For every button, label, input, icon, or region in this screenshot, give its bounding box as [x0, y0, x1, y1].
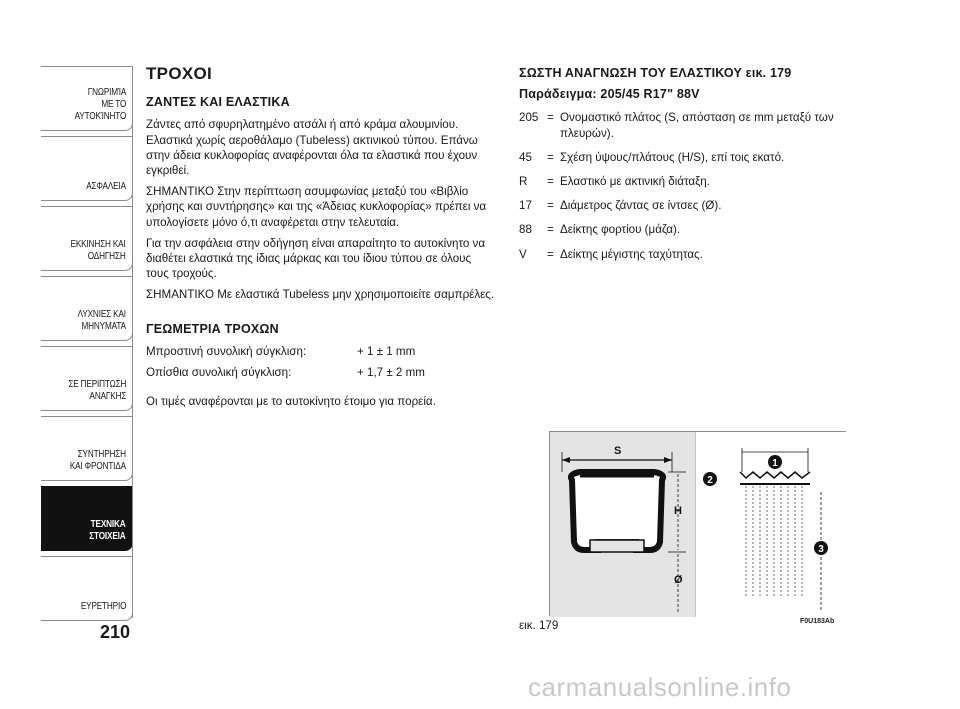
definition-row: [519, 198, 859, 213]
tab-warning-lights[interactable]: [41, 276, 133, 341]
tab-technical-data[interactable]: [41, 486, 133, 551]
paragraph: Οι τιμές αναφέρονται με το αυτοκίνητο έτοιμο για πορεία.: [146, 395, 436, 409]
tab-safety[interactable]: [41, 136, 133, 201]
tab-label: ΣΥΝΤΗΡΗΣΗ ΚΑΙ ΦΡΟΝΤΙΔΑ: [69, 448, 126, 472]
label-diameter: Ø: [674, 574, 683, 586]
definition-text: Δείκτης μέγιστης ταχύτητας.: [560, 247, 703, 261]
page-number: 210: [100, 622, 131, 642]
geometry-label: Μπροστινή συνολική σύγκλιση:: [146, 344, 307, 358]
definition-row: [519, 222, 859, 237]
paragraph: Ζάντες από σφυρηλατημένο ατσάλι ή από κράμα αλουμινίου. Ελαστικά χωρίς αεροθάλαμο (Tubeless) ακτινικού τύπου. Επάνω στην άδεια κυκλοφορίας αναφέρονται όλα τα ελαστικά που έχουν εγκριθεί.: [146, 118, 478, 178]
definition-row: [519, 174, 859, 189]
definition-key: 205: [519, 111, 539, 125]
tyre-diagram: [550, 432, 847, 617]
tyre-cross-section: [571, 472, 663, 552]
label-h: H: [674, 505, 682, 517]
geometry-label: Οπίσθια συνολική σύγκλιση:: [146, 366, 292, 380]
definition-text: Ελαστικό με ακτινική διάταξη.: [560, 175, 710, 189]
tab-label: ΑΣΦΑΛΕΙΑ: [86, 180, 126, 192]
callout-1-label: 1: [772, 458, 778, 469]
definition-text: Διάμετρος ζάντας σε ίντσες (Ø).: [560, 199, 722, 213]
callout-3-label: 3: [818, 544, 824, 555]
tab-label: ΓΝΩΡΙΜΊΑ ΜΕ ΤΟ ΑΥΤΟΚΊΝΗΤΟ: [74, 86, 126, 122]
tyre-diagram-figure: [549, 431, 846, 616]
callout-3: [814, 541, 828, 555]
definition-equals: =: [547, 175, 554, 189]
geometry-row: [146, 344, 496, 359]
definition-key: 88: [519, 223, 532, 237]
tab-label: ΣΕ ΠΕΡΙΠΤΩΣΗ ΑΝΑΓΚΗΣ: [68, 378, 126, 402]
page-title: ΤΡΟΧΟΙ: [146, 64, 213, 83]
definition-row: [519, 247, 859, 262]
callout-2-label: 2: [707, 475, 713, 486]
definition-equals: =: [547, 247, 554, 261]
paragraph: ΣΗΜΑΝΤΙΚΟ Με ελαστικά Tubeless μην χρησιμοποιείτε σαμπρέλες.: [146, 288, 495, 302]
label-s: S: [614, 445, 622, 457]
definition-key: V: [519, 247, 527, 261]
definition-equals: =: [547, 223, 554, 237]
definition-key: 17: [519, 199, 532, 213]
callout-2: [703, 472, 717, 486]
right-column: [519, 66, 859, 271]
paragraph: Για την ασφάλεια στην οδήγηση είναι απαραίτητο το αυτοκίνητο να διαθέτει ελαστικά της ίδιας μάρκας και του ίδιου τύπου σε όλους τους τροχούς.: [146, 236, 486, 281]
callout-1: [768, 455, 782, 469]
tab-maintenance[interactable]: [41, 416, 133, 481]
definition-key: 45: [519, 150, 532, 164]
geometry-value: + 1,7 ± 2 mm: [357, 366, 425, 380]
chapter-tabs: [41, 66, 133, 626]
section-heading-tyre-reading: ΣΩΣΤΗ ΑΝΑΓΝΩΣΗ ΤΟΥ ΕΛΑΣΤΙΚΟΥ εικ. 179: [519, 66, 792, 80]
definition-equals: =: [547, 111, 554, 125]
definition-text: Σχέση ύψους/πλάτους (H/S), επί τοις εκατό.: [560, 150, 785, 164]
tab-index[interactable]: [41, 556, 133, 621]
left-column: [146, 66, 496, 415]
tab-label: ΛΥΧΝΙΕΣ ΚΑΙ ΜΗΝΥΜΑΤΑ: [77, 308, 126, 332]
definition-text: Δείκτης φορτίου (μάζα).: [560, 223, 681, 237]
figure-code: F0U183Ab: [800, 618, 835, 625]
tab-emergency[interactable]: [41, 346, 133, 411]
figure-caption: εικ. 179: [519, 619, 559, 632]
tab-label: ΤΕΧΝΙΚΑ ΣΤΟΙΧΕΙΑ: [89, 518, 126, 542]
definition-row: [519, 150, 859, 165]
definition-equals: =: [547, 150, 554, 164]
definition-row: [519, 110, 859, 140]
definition-equals: =: [547, 199, 554, 213]
paragraph: ΣΗΜΑΝΤΙΚΟ Στην περίπτωση ασυμφωνίας μεταξύ του «Βιβλίο χρήσης και συντήρησης» και της «Άδειας κυκλοφορίας» πρέπει να υπολογίσετε μόνο ό,τι αναφέρεται στην τελευταία.: [146, 185, 487, 229]
tyre-example: Παράδειγμα: 205/45 R17" 88V: [519, 87, 700, 102]
tab-starting-driving[interactable]: [41, 206, 133, 271]
geometry-row: [146, 365, 496, 380]
definition-text: Ονομαστικό πλάτος (S, απόσταση σε mm μεταξύ των πλευρών).: [560, 111, 834, 140]
section-heading-wheel-geometry: ΓΕΩΜΕΤΡΙΑ ΤΡΟΧΩΝ: [146, 321, 279, 336]
watermark: carmanualsonline.info: [528, 672, 792, 702]
tab-label: ΕΚΚΙΝΗΣΗ ΚΑΙ ΟΔΗΓΗΣΗ: [70, 238, 126, 262]
definition-key: R: [519, 175, 528, 189]
tab-getting-to-know[interactable]: [41, 66, 133, 131]
tab-label: ΕΥΡΕΤΗΡΙΟ: [80, 600, 126, 612]
sidebar-divider: [132, 66, 133, 618]
section-heading-rims-tyres: ΖΑΝΤΕΣ ΚΑΙ ΕΛΑΣΤΙΚΑ: [146, 95, 290, 110]
geometry-value: + 1 ± 1 mm: [357, 344, 416, 358]
